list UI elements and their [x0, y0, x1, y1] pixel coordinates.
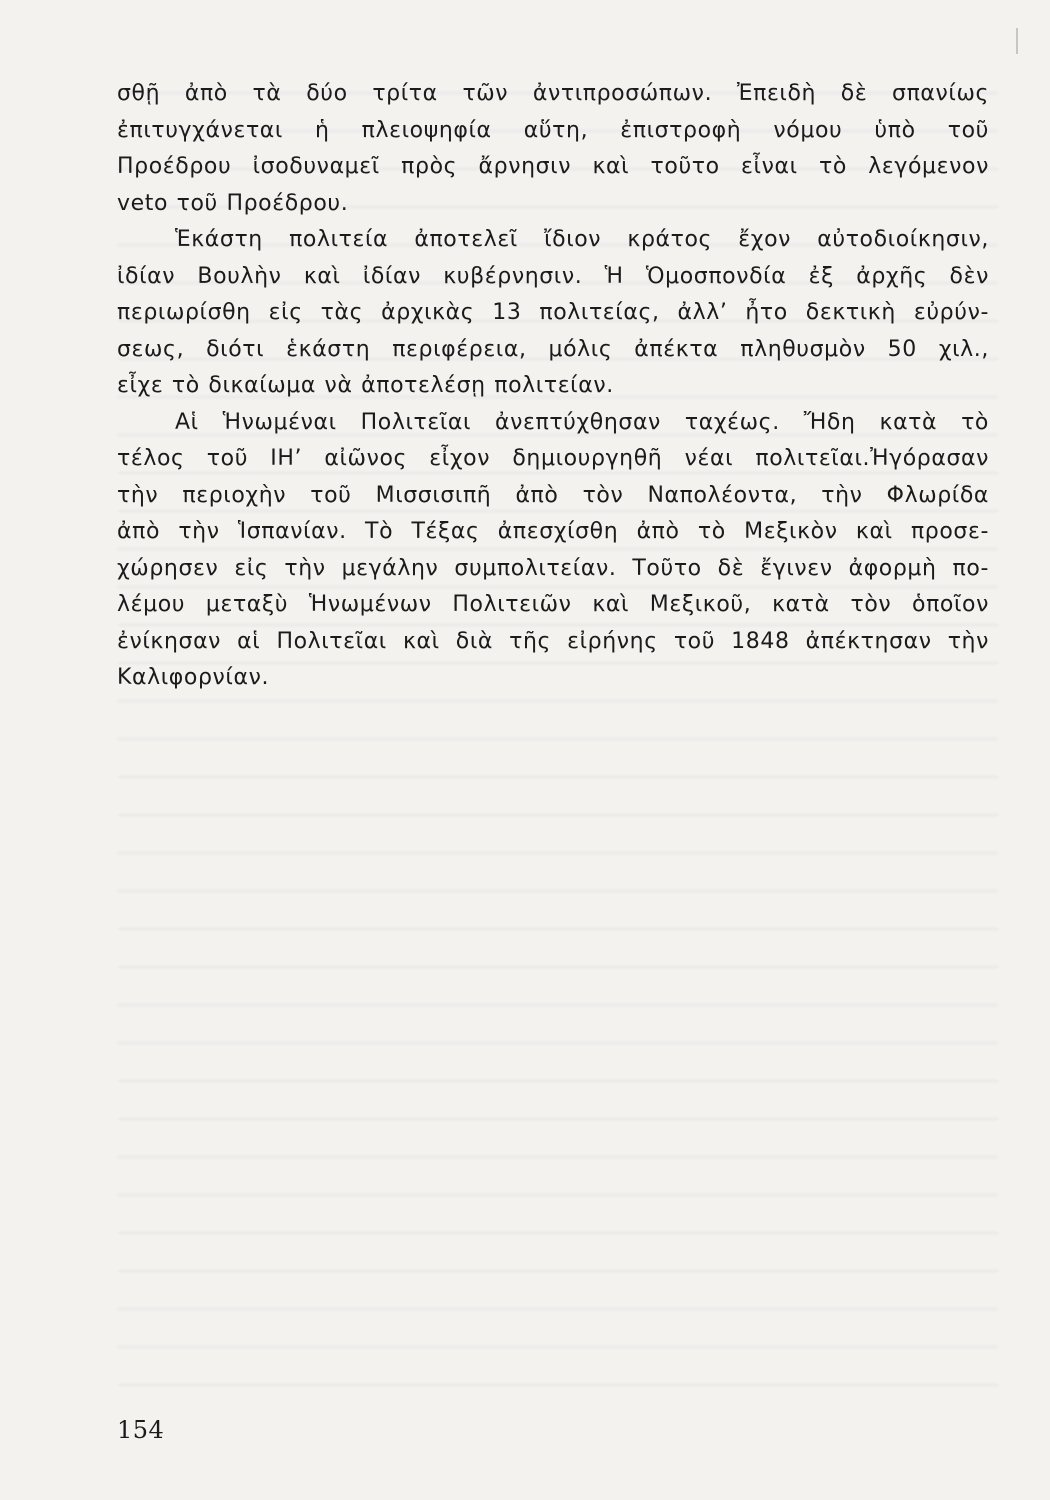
body-text — [117, 76, 989, 697]
text-line: Προέδρου ἰσοδυναμεῖ πρὸς ἄρνησιν καὶ τοῦτο εἶναι τὸ λεγόμενον — [117, 154, 989, 179]
text-line: ἐπιτυγχάνεται ἡ πλειοψηφία αὕτη, ἐπιστροφὴ νόμου ὑπὸ τοῦ — [117, 117, 989, 143]
text-line: ἰδίαν Βουλὴν καὶ ἰδίαν κυβέρνησιν. Ἡ Ὁμοσπονδία ἐξ ἀρχῆς δὲν — [117, 263, 989, 289]
page-number: 154 — [117, 1416, 165, 1444]
text-line: ἐνίκησαν αἱ Πολιτεῖαι καὶ διὰ τῆς εἰρήνης τοῦ 1848 ἀπέκτησαν τὴν — [117, 628, 989, 654]
margin-mark — [1016, 28, 1018, 54]
text-line: ἀπὸ τὴν Ἱσπανίαν. Τὸ Τέξας ἀπεσχίσθη ἀπὸ τὸ Μεξικὸν καὶ προσε- — [117, 519, 989, 544]
text-line: σεως, διότι ἑκάστη περιφέρεια, μόλις ἀπέκτα πληθυσμὸν 50 χιλ., — [117, 336, 989, 362]
text-line: περιωρίσθη εἰς τὰς ἀρχικὰς 13 πολιτείας, ἀλλ’ ἦτο δεκτικὴ εὐρύν- — [117, 300, 989, 325]
text-line: σθῇ ἀπὸ τὰ δύο τρίτα τῶν ἀντιπροσώπων. Ἐπειδὴ δὲ σπανίως — [117, 81, 989, 106]
text-line: χώρησεν εἰς τὴν μεγάλην συμπολιτείαν. Τοῦτο δὲ ἔγινεν ἀφορμὴ πο- — [117, 555, 989, 581]
paragraph-1 — [117, 76, 989, 222]
text-line: Καλιφορνίαν. — [117, 665, 270, 690]
paragraph-2 — [117, 222, 989, 405]
paragraph-3 — [117, 405, 989, 697]
text-line: λέμου μεταξὺ Ἡνωμένων Πολιτειῶν καὶ Μεξικοῦ, κατὰ τὸν ὁποῖον — [117, 592, 989, 617]
text-line: veto τοῦ Προέδρου. — [117, 190, 349, 216]
text-line: τὴν περιοχὴν τοῦ Μισσισιπῆ ἀπὸ τὸν Ναπολέοντα, τὴν Φλωρίδα — [117, 482, 989, 508]
text-line: Ἑκάστη πολιτεία ἀποτελεῖ ἴδιον κράτος ἔχον αὐτοδιοίκησιν, — [175, 227, 989, 252]
text-line: Αἱ Ἡνωμέναι Πολιτεῖαι ἀνεπτύχθησαν ταχέως. Ἤδη κατὰ τὸ — [175, 409, 989, 435]
text-line: τέλος τοῦ ΙΗ’ αἰῶνος εἶχον δημιουργηθῆ νέαι πολιτεῖαι.Ἠγόρασαν — [117, 446, 989, 471]
text-line: εἶχε τὸ δικαίωμα νὰ ἀποτελέσῃ πολιτείαν. — [117, 373, 614, 398]
